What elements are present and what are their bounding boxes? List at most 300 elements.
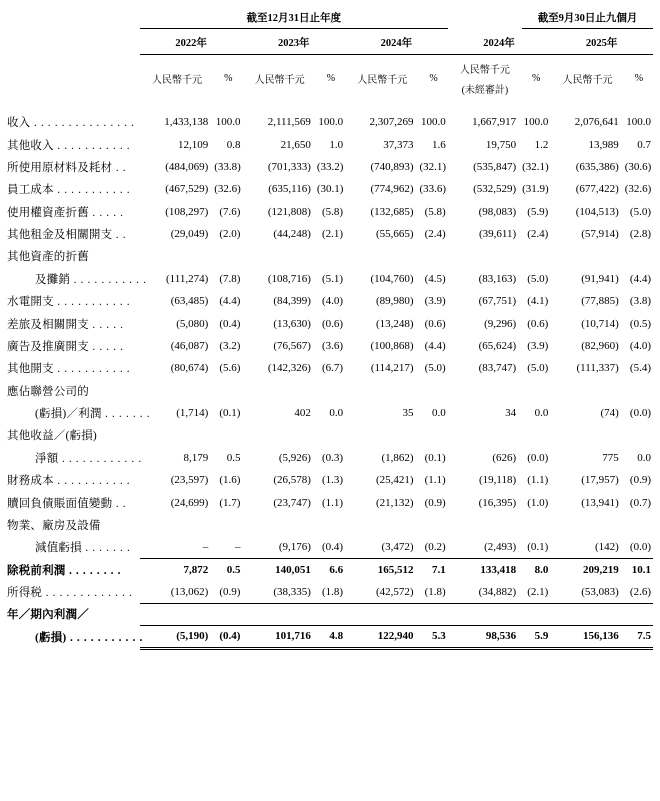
row-label-leader: . . . . . . . [81,542,131,555]
table-row [7,402,653,424]
row-label-text: 淨額 [35,452,59,465]
header-unit-2022: 人民幣千元 [152,75,203,86]
row-percent-cell: (33.8) [214,160,241,173]
table-row [7,559,653,581]
row-value-cell: (104,513) [575,205,619,218]
row-percent-cell: (5.8) [321,205,344,218]
row-label-text: 應佔聯營公司的 [7,385,89,398]
row-percent-cell: (0.0) [625,536,653,558]
row-percent-cell: (32.6) [214,183,241,196]
row-value-cell: (9,176) [242,536,316,558]
row-label [7,223,140,245]
row-percent-cell: (7.6) [219,205,241,218]
table-body [7,111,653,648]
row-percent-cell: 0.0 [329,407,344,420]
row-value-cell: (701,333) [267,160,311,173]
row-percent-cell: 7.5 [625,626,653,648]
row-label-leader: . . . . . . . [101,408,151,421]
row-value-cell: (16,395) [478,496,517,509]
table-row [7,133,653,155]
row-value-cell [448,424,522,446]
row-value-cell: (3,472) [345,536,419,558]
row-percent-cell: 100.0 [420,116,446,129]
row-label-text: 及攤銷 [35,273,71,286]
row-percent-cell [625,380,653,402]
row-percent-cell [214,424,242,446]
row-percent-cell: (32.1) [522,160,549,173]
row-percent-cell: 8.0 [534,563,549,576]
row-value-cell: (132,685) [370,205,414,218]
row-value-cell: (23,747) [273,496,311,509]
row-percent-cell: (0.9) [424,496,446,509]
row-percent-cell: (4.4) [219,295,241,308]
row-percent-cell: 1.2 [534,138,549,151]
row-percent-cell: (5.0) [424,362,446,375]
row-value-cell: 1,667,917 [472,116,517,129]
row-label-text: 其他收益／(虧損) [7,430,97,443]
row-percent-cell: (32.1) [419,160,447,173]
row-label-text: 其他租金及相關開支 [7,229,113,242]
row-label [7,402,151,424]
row-percent-cell [522,603,550,625]
row-value-cell: (111,337) [576,362,619,375]
row-value-cell: (484,069) [165,160,209,173]
row-value-cell [140,424,214,446]
row-percent-cell: (0.7) [629,496,651,509]
row-percent-cell: 100.0 [626,116,651,129]
row-value-cell: 8,179 [183,451,209,464]
row-label-text: 物業、廠房及設備 [7,519,101,532]
row-value-cell [345,603,419,625]
header-gap-cell [448,8,522,29]
row-label [7,469,140,491]
header-pct-2023: % [326,73,336,84]
row-percent-cell [317,603,345,625]
table-row [7,223,653,245]
row-percent-cell [625,424,653,446]
row-value-cell: 2,307,269 [369,116,414,129]
row-percent-cell: (4.0) [321,295,344,308]
header-pct-2024: % [429,73,438,84]
header-unit-2023: 人民幣千元 [254,75,305,86]
row-label [7,312,140,334]
row-value-cell: (83,747) [478,362,517,375]
row-value-cell: (111,274) [166,272,209,285]
row-value-cell [140,514,214,536]
row-value-cell: (467,529) [165,183,209,196]
row-label [7,335,140,357]
row-percent-cell: (5.0) [527,362,549,375]
row-label-text: 其他資產的折舊 [7,251,89,264]
row-percent-cell: (1.8) [317,581,345,603]
row-label-leader: . . [112,497,127,510]
row-value-cell: (5,080) [176,317,209,330]
row-percent-cell: (4.4) [629,272,651,285]
row-percent-cell: 10.1 [631,563,651,576]
row-value-cell: (83,163) [478,272,517,285]
row-value-cell: (91,941) [581,272,619,285]
row-value-cell: 34 [505,407,517,420]
row-value-cell: (740,893) [370,160,414,173]
row-percent-cell: – [214,536,242,558]
row-value-cell: 140,051 [275,563,311,576]
row-value-cell: (1,862) [381,451,414,464]
row-percent-cell: (5.0) [629,205,651,218]
row-label-leader: . . . . . . . . . . . [53,184,131,197]
table-row [7,514,653,536]
row-percent-cell: (3.6) [321,339,344,352]
row-value-cell: (55,665) [375,228,414,241]
row-percent-cell [420,603,448,625]
row-value-cell: 2,111,569 [267,116,311,129]
header-unit-2024-interim [448,55,522,98]
row-value-cell: 37,373 [383,138,414,151]
row-percent-cell: (0.6) [527,317,549,330]
table-row [7,424,653,446]
row-value-cell [242,380,316,402]
row-percent-cell: 100.0 [215,116,241,129]
row-label [7,201,140,223]
row-percent-cell: (30.1) [316,183,344,196]
row-percent-cell: (5.6) [219,362,241,375]
row-label-text: 水電開支 [7,296,54,309]
row-percent-cell: (1.6) [219,474,241,487]
row-label [7,536,140,558]
row-percent-cell: (0.4) [214,626,242,648]
row-value-cell: (39,611) [478,228,517,241]
row-label-leader: . . . . . . . . . . . [53,363,131,376]
row-value-cell: (44,248) [273,228,311,241]
header-unit-2025-interim: 人民幣千元 [562,75,613,86]
row-percent-cell [317,380,345,402]
row-value-cell: (9,296) [484,317,517,330]
row-value-cell: (46,087) [170,339,209,352]
row-value-cell [550,380,624,402]
row-percent-cell: (3.9) [527,339,549,352]
header-spacer-cell [7,97,653,111]
row-percent-cell [317,424,345,446]
row-label-text: 員工成本 [7,184,54,197]
row-label-leader: . . . . . [88,318,124,331]
row-value-cell [242,245,316,267]
row-label-text: 其他收入 [7,139,54,152]
row-value-cell: (774,962) [370,183,414,196]
table-row [7,380,653,402]
row-value-cell: 7,872 [183,563,209,576]
row-value-cell [242,603,316,625]
row-percent-cell: (0.4) [317,536,345,558]
row-percent-cell: (0.6) [424,317,446,330]
row-percent-cell [317,514,345,536]
row-value-cell: (23,597) [170,474,209,487]
row-percent-cell: (3.2) [219,339,241,352]
row-value-cell: 101,716 [242,626,316,648]
row-percent-cell: 5.9 [522,626,550,648]
row-value-cell [345,424,419,446]
row-value-cell: 209,219 [583,563,619,576]
row-label [7,380,140,402]
row-percent-cell: 0.5 [226,563,241,576]
row-value-cell: (53,083) [550,581,624,603]
header-year-corner [7,29,140,55]
row-percent-cell: 0.7 [637,138,651,151]
row-label [7,290,140,312]
row-percent-cell [522,514,550,536]
row-label-leader: . . . . . [88,206,124,219]
table-row [7,536,653,558]
row-percent-cell [420,514,448,536]
row-value-cell: (142,326) [267,362,311,375]
header-year-2024: 2024年 [345,29,448,55]
row-label-leader: . . . . . . . . . . . [53,296,131,309]
row-percent-cell: (5.8) [424,205,446,218]
row-value-cell: 2,076,641 [574,116,619,129]
row-value-cell: (114,217) [370,362,414,375]
table-row [7,469,653,491]
table-row [7,178,653,200]
row-label-text: 財務成本 [7,475,54,488]
header-spacer-row [7,97,653,111]
row-percent-cell: 4.8 [317,626,345,648]
row-label-leader: . . . . . . . . . . . [53,475,131,488]
header-group-row [7,8,653,29]
row-percent-cell: (0.2) [420,536,448,558]
row-percent-cell: 1.6 [431,138,446,151]
row-percent-cell: (4.1) [527,295,549,308]
row-value-cell: (76,567) [273,339,311,352]
row-percent-cell: (33.2) [316,160,344,173]
row-percent-cell: 7.1 [431,563,446,576]
row-value-cell: (57,914) [581,228,619,241]
row-value-cell: (21,132) [375,496,414,509]
row-label [7,491,140,513]
row-label [7,626,143,648]
row-value-cell [140,603,214,625]
row-percent-cell: (2.0) [219,228,241,241]
row-percent-cell: (0.4) [219,317,241,330]
row-percent-cell [522,245,550,267]
financial-statement-page [0,8,660,801]
row-percent-cell [420,424,448,446]
row-percent-cell: (1.0) [527,496,549,509]
row-label-text: 減值虧損 [35,542,82,555]
row-value-cell: (82,960) [581,339,619,352]
row-label [7,424,140,446]
row-label-text: 除税前利潤 [7,564,66,577]
row-label-leader: . . . . . . . . . . . [53,139,131,152]
row-value-cell [140,245,214,267]
table-row [7,268,653,290]
row-value-cell: 402 [294,407,311,420]
row-percent-cell: (0.1) [219,407,241,420]
row-percent-cell: (0.0) [629,407,651,420]
table-header [7,8,653,111]
header-group-annual: 截至12月31日止年度 [140,8,448,29]
row-value-cell: 19,750 [485,138,517,151]
row-label-leader: . . . . . . . . . . . [66,631,143,644]
row-value-cell [448,514,522,536]
header-corner-cell [7,8,140,29]
table-row [7,357,653,379]
row-percent-cell: (2.8) [629,228,651,241]
row-label-text: 差旅及相關開支 [7,318,89,331]
row-percent-cell: (32.6) [624,183,652,196]
row-value-cell: 122,940 [345,626,419,648]
row-percent-cell: (33.6) [419,183,447,196]
table-row [7,603,653,625]
row-value-cell [550,424,624,446]
row-value-cell [448,603,522,625]
header-pct-2024-interim: % [532,73,541,84]
row-label [7,156,140,178]
row-label-leader: . . [112,229,127,242]
row-label [7,447,140,469]
row-value-cell: (65,624) [478,339,517,352]
row-percent-cell: (1.7) [219,496,241,509]
row-percent-cell: (4.5) [424,272,446,285]
row-value-cell: 1,433,138 [164,116,209,129]
row-label [7,133,140,155]
row-value-cell: (100,868) [370,339,414,352]
row-percent-cell: (1.1) [424,474,446,487]
row-label-text: 收入 [7,117,31,130]
row-percent-cell [522,424,550,446]
row-label [7,514,140,536]
row-percent-cell: 0.0 [431,407,446,420]
row-value-cell: (2,493) [448,536,522,558]
row-value-cell: (104,760) [370,272,414,285]
table-row [7,111,653,133]
row-value-cell: (89,980) [375,295,414,308]
table-row [7,290,653,312]
row-percent-cell: (0.0) [527,451,549,464]
row-value-cell [242,514,316,536]
row-label-text: 使用權資產折舊 [7,206,89,219]
row-percent-cell: (5.0) [527,272,549,285]
row-value-cell: 133,418 [480,563,517,576]
row-value-cell: (98,083) [478,205,517,218]
row-value-cell: (25,421) [375,474,414,487]
row-value-cell: (535,847) [473,160,517,173]
row-label-text: (虧損) [35,631,67,644]
row-label-leader: . . . . . . . . . . . . . . . [30,117,135,130]
row-label-leader: . . . . . . . . . . . . . [42,587,133,600]
row-label [7,581,140,603]
row-percent-cell [214,380,242,402]
row-value-cell: 156,136 [550,626,624,648]
row-value-cell [550,514,624,536]
row-value-cell: (142) [550,536,624,558]
row-percent-cell: (0.1) [424,451,446,464]
row-value-cell: 35 [402,407,414,420]
row-percent-cell: (2.4) [527,228,549,241]
row-value-cell: (635,116) [268,183,311,196]
row-value-cell: (19,118) [478,474,517,487]
row-label-leader: . . . . . . . . . . . . [58,452,142,465]
row-percent-cell: 100.0 [318,116,344,129]
row-value-cell: (10,714) [581,317,619,330]
table-row [7,312,653,334]
row-percent-cell: 6.6 [329,563,344,576]
row-percent-cell [625,603,653,625]
header-year-2023: 2023年 [242,29,345,55]
row-percent-cell [214,603,242,625]
row-percent-cell: (0.1) [522,536,550,558]
row-value-cell: (34,882) [448,581,522,603]
header-group-interim: 截至9月30日止九個月 [522,8,653,29]
row-percent-cell [317,245,345,267]
row-label-leader: . . . . . . . . [65,564,122,577]
row-label-text: 贖回負債賬面值變動 [7,497,113,510]
row-value-cell [345,245,419,267]
row-percent-cell: 0.0 [637,451,651,464]
row-value-cell: (532,529) [473,183,517,196]
row-label-text: 年／期內利潤／ [7,609,89,622]
table-row [7,491,653,513]
row-value-cell [140,380,214,402]
row-value-cell: (13,062) [140,581,214,603]
row-percent-cell [625,245,653,267]
row-label [7,357,140,379]
table-row [7,447,653,469]
row-value-cell: (626) [492,451,517,464]
row-value-cell: – [140,536,214,558]
row-label [7,178,140,200]
row-percent-cell: (4.4) [424,339,446,352]
row-percent-cell: 5.3 [420,626,448,648]
row-value-cell: (17,957) [581,474,619,487]
row-percent-cell [625,514,653,536]
header-year-2025-interim: 2025年 [550,29,653,55]
row-label-text: 所得税 [7,587,43,600]
row-value-cell [550,603,624,625]
row-value-cell: 12,109 [178,138,209,151]
row-percent-cell: (2.1) [522,581,550,603]
row-value-cell: (677,422) [575,183,619,196]
row-value-cell: (108,716) [267,272,311,285]
unaudited-note: (未經審計) [461,85,509,96]
row-value-cell: 98,536 [448,626,522,648]
row-value-cell: (80,674) [170,362,209,375]
row-value-cell: (13,630) [273,317,311,330]
row-value-cell: (5,926) [278,451,311,464]
row-value-cell: (635,386) [575,160,619,173]
row-percent-cell: (1.1) [527,474,549,487]
row-value-cell: (42,572) [345,581,419,603]
row-value-cell: 775 [602,451,619,464]
row-value-cell: 21,650 [280,138,311,151]
row-percent-cell: (7.8) [219,272,241,285]
row-percent-cell: 1.0 [329,138,344,151]
header-unit-corner [7,55,140,98]
row-percent-cell: (2.6) [625,581,653,603]
row-value-cell: (67,751) [478,295,517,308]
row-percent-cell: 0.8 [226,138,241,151]
header-unit-2024: 人民幣千元 [357,75,408,86]
row-percent-cell [214,514,242,536]
row-label [7,559,140,581]
row-percent-cell [522,380,550,402]
row-percent-cell: 0.0 [534,407,549,420]
row-percent-cell: (5.9) [527,205,549,218]
row-label-text: 其他開支 [7,363,54,376]
row-value-cell: (26,578) [273,474,311,487]
income-statement-table [7,8,653,650]
row-label-text: 所使用原材料及耗材 [7,161,113,174]
table-row [7,156,653,178]
row-value-cell: (24,699) [170,496,209,509]
row-value-cell [345,380,419,402]
